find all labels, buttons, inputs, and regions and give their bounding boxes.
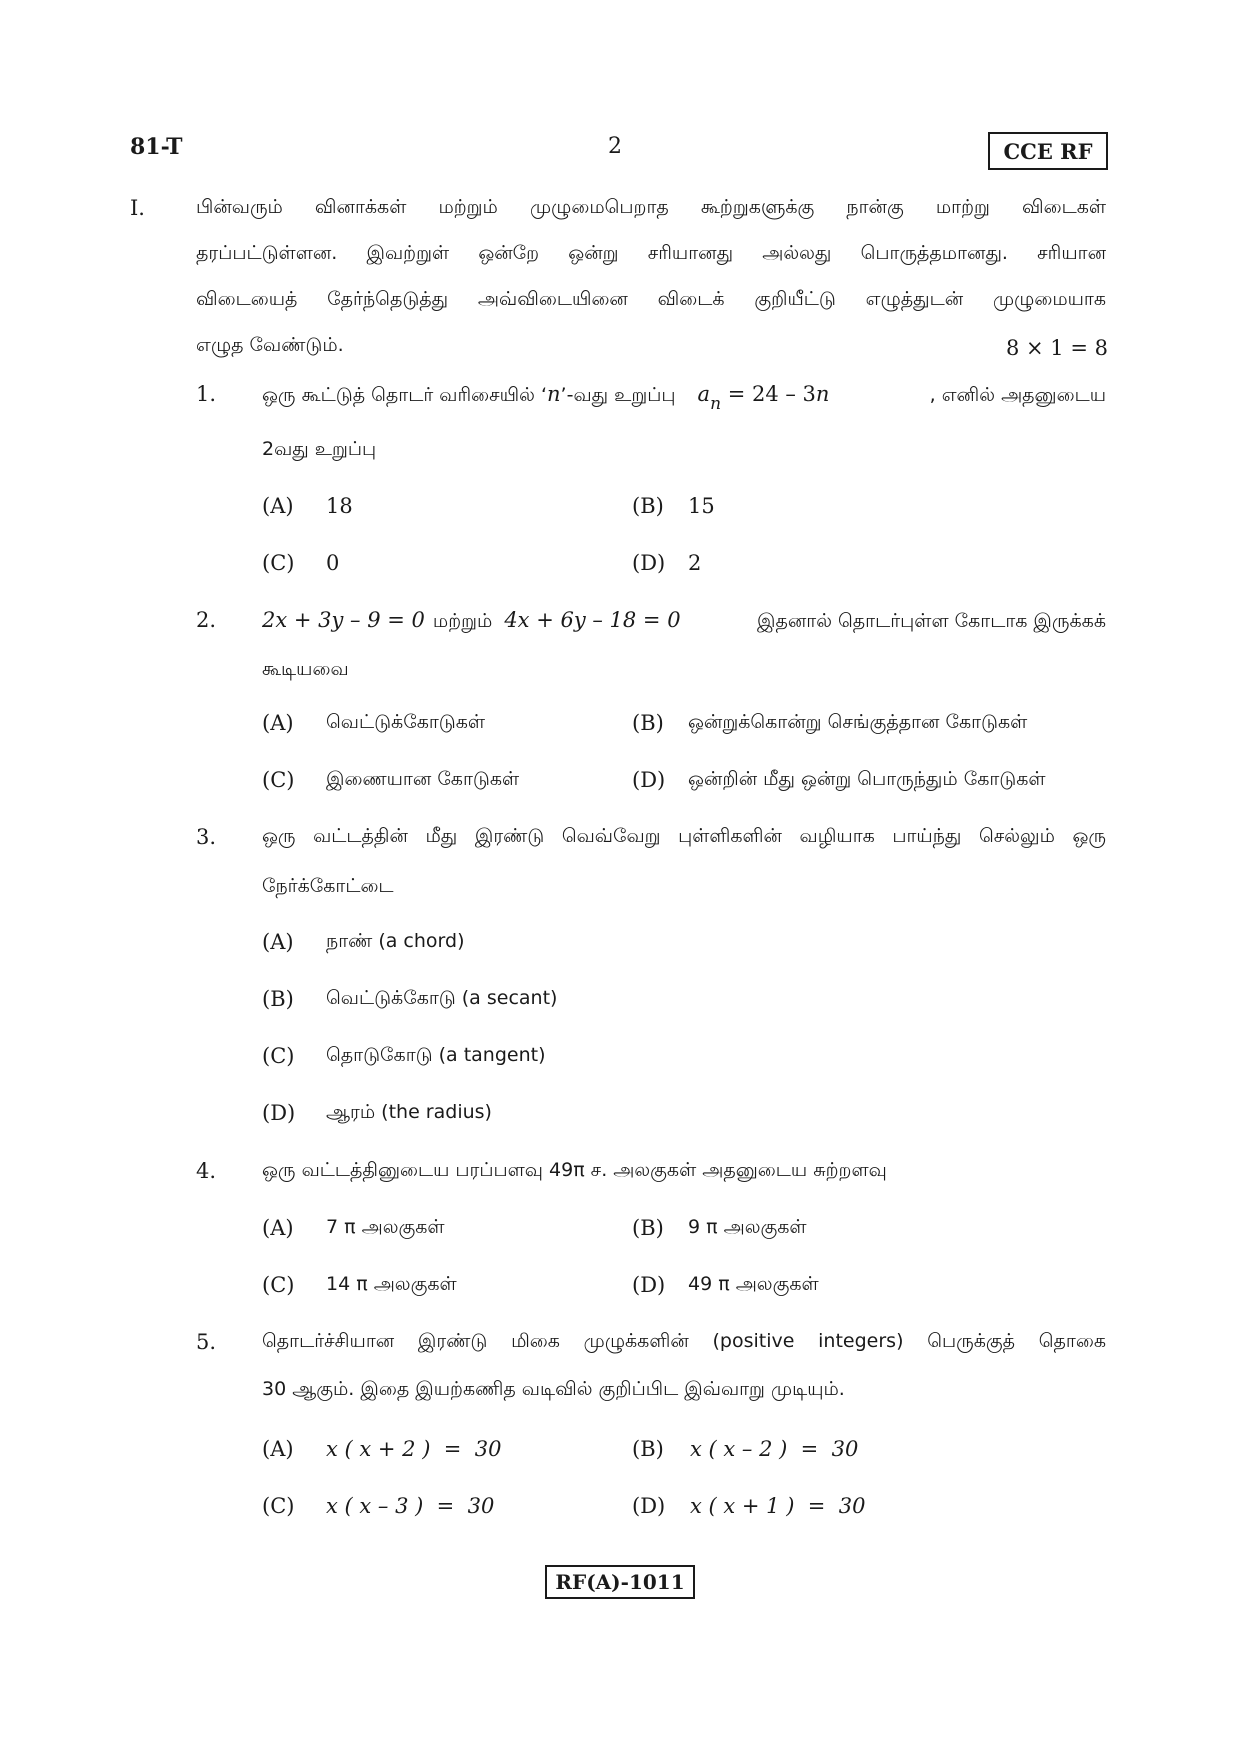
q3-option-d-label: (D) <box>262 1101 296 1125</box>
q1-formula-sub: n <box>710 394 722 414</box>
question-5-text: தொடர்ச்சியான இரண்டு மிகை முழுக்களின் (positive integers) பெருக்குத் தொகை <box>262 1330 1106 1352</box>
q5-option-c-text: x ( x – 3 ) = 30 <box>326 1494 495 1518</box>
instruction-line-4: எழுத வேண்டும். <box>196 334 344 356</box>
q2-option-a-text: வெட்டுக்கோடுகள் <box>326 711 486 733</box>
q2-equation-2: 4x + 6y – 18 = 0 <box>504 608 681 632</box>
q3-option-d-text: ஆரம் (the radius) <box>326 1101 492 1123</box>
q1-option-d-label: (D) <box>632 551 666 575</box>
question-3-text-line-2: நேர்க்கோட்டை <box>262 875 394 897</box>
q3-option-a-text: நாண் (a chord) <box>326 930 465 952</box>
q1-formula <box>698 382 830 414</box>
q5-option-b-label: (B) <box>632 1437 664 1461</box>
question-4-text: ஒரு வட்டத்தினுடைய பரப்பளவு 49π ச. அலகுகள் அதனுடைய சுற்றளவு <box>262 1159 887 1181</box>
footer-code-box <box>545 1565 695 1599</box>
question-1-number: 1. <box>196 382 217 406</box>
page-number: 2 <box>608 134 622 159</box>
q1-formula-a: a <box>697 382 711 406</box>
q2-joiner: மற்றும் <box>432 610 493 632</box>
q1-option-b-text: 15 <box>688 494 715 518</box>
question-1-text <box>262 382 1106 414</box>
q1-option-a-label: (A) <box>262 494 294 518</box>
q1-option-c-label: (C) <box>262 551 295 575</box>
q2-option-a-label: (A) <box>262 711 294 735</box>
question-2-number: 2. <box>196 608 217 632</box>
exam-badge-label: CCE RF <box>1003 138 1093 164</box>
q1-text-post: , எனில் அதனுடைய <box>929 384 1106 406</box>
q4-option-d-label: (D) <box>632 1273 666 1297</box>
q2-option-c-label: (C) <box>262 768 295 792</box>
q3-option-c-label: (C) <box>262 1044 295 1068</box>
q1-option-c-text: 0 <box>326 551 340 575</box>
q4-option-c-label: (C) <box>262 1273 295 1297</box>
q5-option-d-label: (D) <box>632 1494 666 1518</box>
section-number: I. <box>130 196 145 220</box>
exam-badge <box>988 132 1108 170</box>
question-3-number: 3. <box>196 825 217 849</box>
q3-option-b-text: வெட்டுக்கோடு (a secant) <box>326 987 558 1009</box>
q2-text-post: இதனால் தொடர்புள்ள கோடாக இருக்கக் <box>757 610 1106 632</box>
footer-code: RF(A)-1011 <box>555 1570 685 1594</box>
q4-option-a-label: (A) <box>262 1216 294 1240</box>
q3-option-b-label: (B) <box>262 987 294 1011</box>
q5-option-a-label: (A) <box>262 1437 294 1461</box>
q3-option-c-text: தொடுகோடு (a tangent) <box>326 1044 546 1066</box>
q1-var-n: n <box>547 382 561 406</box>
paper-code: 81-T <box>130 134 183 160</box>
q2-option-d-label: (D) <box>632 768 666 792</box>
q1-option-d-text: 2 <box>688 551 702 575</box>
q2-option-d-text: ஒன்றின் மீது ஒன்று பொருந்தும் கோடுகள் <box>688 768 1046 790</box>
question-2-text-line-2: கூடியவை <box>262 658 349 680</box>
q4-option-a-text: 7 π அலகுகள் <box>326 1216 445 1238</box>
instruction-line-1: பின்வரும் வினாக்கள் மற்றும் முழுமைபெறாத கூற்றுகளுக்கு நான்கு மாற்று விடைகள் <box>196 196 1106 218</box>
q4-option-b-label: (B) <box>632 1216 664 1240</box>
instruction-line-3: விடையைத் தேர்ந்தெடுத்து அவ்விடையினை விடைக் குறியீட்டு எழுத்துடன் முழுமையாக <box>196 288 1106 310</box>
q1-formula-n: n <box>815 382 830 406</box>
question-5-number: 5. <box>196 1330 217 1354</box>
q1-option-b-label: (B) <box>632 494 664 518</box>
q2-option-b-text: ஒன்றுக்கொன்று செங்குத்தான கோடுகள் <box>688 711 1028 733</box>
question-4-number: 4. <box>196 1159 217 1183</box>
marks-allocation: 8 × 1 = 8 <box>1006 336 1108 360</box>
instruction-line-2: தரப்பட்டுள்ளன. இவற்றுள் ஒன்றே ஒன்று சரியானது அல்லது பொருத்தமானது. சரியான <box>196 242 1106 264</box>
q1-formula-rest: = 24 – 3 <box>721 382 816 406</box>
q3-option-a-label: (A) <box>262 930 294 954</box>
q2-equation-1: 2x + 3y – 9 = 0 <box>262 608 425 632</box>
q4-option-b-text: 9 π அலகுகள் <box>688 1216 807 1238</box>
q5-option-a-text: x ( x + 2 ) = 30 <box>326 1437 502 1461</box>
q4-option-c-text: 14 π அலகுகள் <box>326 1273 457 1295</box>
q5-option-d-text: x ( x + 1 ) = 30 <box>690 1494 866 1518</box>
question-5-text-line-2: 30 ஆகும். இதை இயற்கணித வடிவில் குறிப்பிட இவ்வாறு முடியும். <box>262 1378 845 1400</box>
question-3-text: ஒரு வட்டத்தின் மீது இரண்டு வெவ்வேறு புள்ளிகளின் வழியாக பாய்ந்து செல்லும் ஒரு <box>262 825 1106 847</box>
q5-option-b-text: x ( x – 2 ) = 30 <box>690 1437 859 1461</box>
q2-option-c-text: இணையான கோடுகள் <box>326 768 520 790</box>
q1-text-mid: ’-வது உறுப்பு <box>560 384 676 406</box>
q1-text-pre: ஒரு கூட்டுத் தொடர் வரிசையில் ‘ <box>262 384 548 406</box>
q5-option-c-label: (C) <box>262 1494 295 1518</box>
question-1-text-line-2: 2வது உறுப்பு <box>262 438 377 460</box>
q1-option-a-text: 18 <box>326 494 353 518</box>
q4-option-d-text: 49 π அலகுகள் <box>688 1273 819 1295</box>
question-2-text <box>262 608 1106 635</box>
q2-option-b-label: (B) <box>632 711 664 735</box>
